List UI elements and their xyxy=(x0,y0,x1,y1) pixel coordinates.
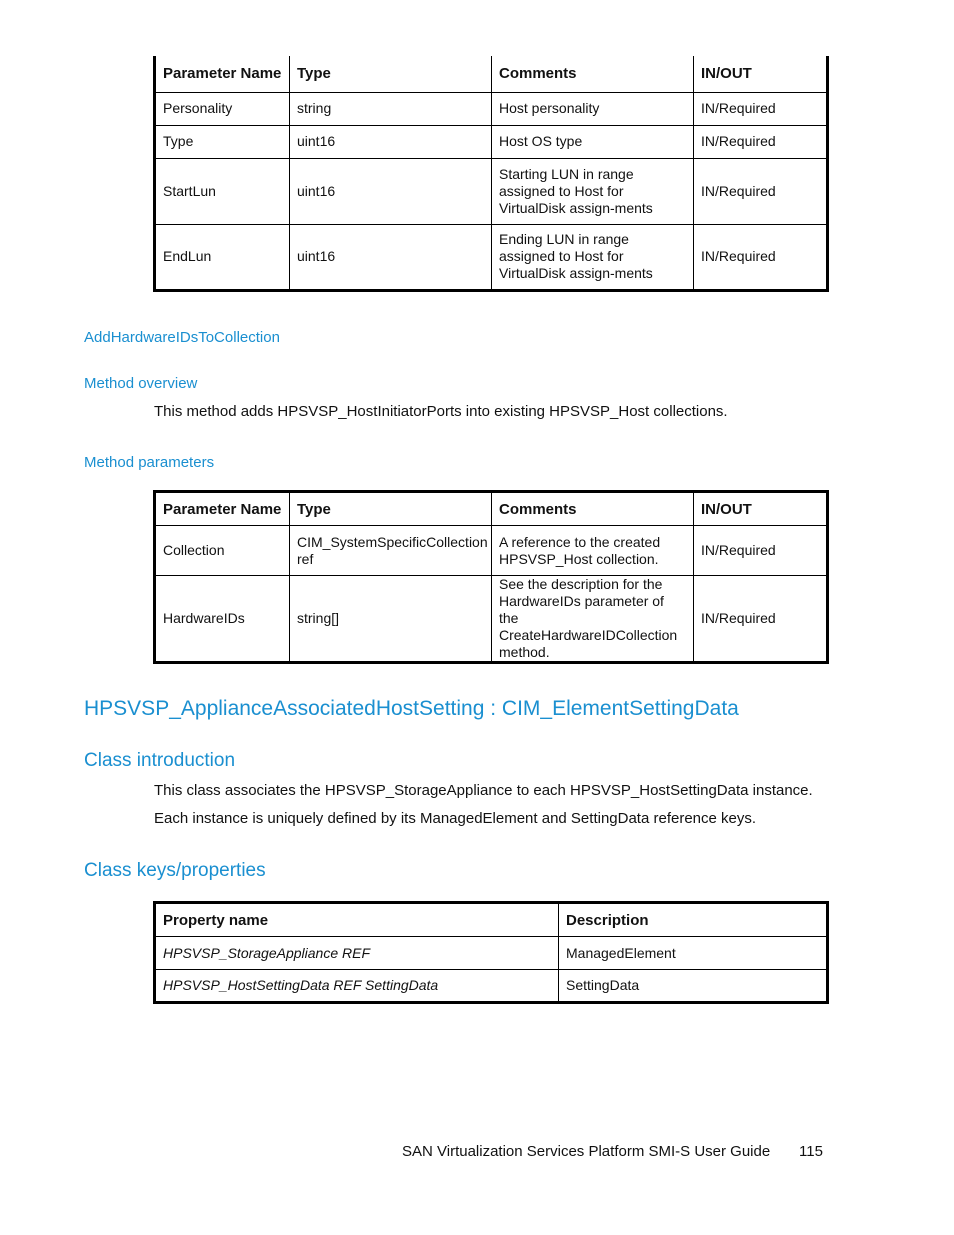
table-cell: Ending LUN in range assigned to Host for VirtualDisk assign-ments xyxy=(492,224,694,290)
host-parameters-table xyxy=(153,56,829,292)
column-header: Type xyxy=(290,56,492,92)
column-header: Property name xyxy=(155,903,559,937)
table-cell: IN/Required xyxy=(694,125,828,158)
table-cell: string xyxy=(290,92,492,125)
table-row xyxy=(155,970,828,1003)
table-cell: Collection xyxy=(155,526,290,576)
table-row xyxy=(155,224,828,290)
table-cell: IN/Required xyxy=(694,224,828,290)
column-header: IN/OUT xyxy=(694,492,828,526)
table-cell: A reference to the created HPSVSP_Host collection. xyxy=(492,526,694,576)
table-row xyxy=(155,576,828,663)
class-intro-text-2: Each instance is uniquely defined by its ManagedElement and SettingData reference keys. xyxy=(154,810,757,827)
table-cell: IN/Required xyxy=(694,526,828,576)
table-row xyxy=(155,92,828,125)
table-cell: See the description for the HardwareIDs parameter of the CreateHardwareIDCollection method. xyxy=(492,576,694,663)
table-cell: EndLun xyxy=(155,224,290,290)
table-cell: SettingData xyxy=(559,970,828,1003)
column-header: Type xyxy=(290,492,492,526)
class-introduction-heading: Class introduction xyxy=(84,750,236,771)
method-overview-heading: Method overview xyxy=(84,375,198,392)
method-heading: AddHardwareIDsToCollection xyxy=(84,329,280,346)
column-header: Parameter Name xyxy=(155,492,290,526)
column-header: Comments xyxy=(492,56,694,92)
class-intro-text-1: This class associates the HPSVSP_StorageAppliance to each HPSVSP_HostSettingData instance. xyxy=(154,782,813,799)
table-cell: Host personality xyxy=(492,92,694,125)
table-cell: Starting LUN in range assigned to Host for VirtualDisk assign-ments xyxy=(492,158,694,224)
table-header-row xyxy=(155,56,828,92)
table-cell: string[] xyxy=(290,576,492,663)
column-header: Parameter Name xyxy=(155,56,290,92)
method-parameters-heading: Method parameters xyxy=(84,454,215,471)
class-title: HPSVSP_ApplianceAssociatedHostSetting : CIM_ElementSettingData xyxy=(84,697,739,720)
table-cell: Personality xyxy=(155,92,290,125)
table-cell: IN/Required xyxy=(694,92,828,125)
class-properties-table xyxy=(153,901,829,1004)
table-cell: uint16 xyxy=(290,158,492,224)
class-keys-heading: Class keys/properties xyxy=(84,860,266,881)
table-row xyxy=(155,937,828,970)
method-parameters-table xyxy=(153,490,829,664)
table-row xyxy=(155,158,828,224)
footer-document-title: SAN Virtualization Services Platform SMI-S User Guide xyxy=(402,1143,771,1160)
table-header-row xyxy=(155,492,828,526)
table-cell: Type xyxy=(155,125,290,158)
page-number: 115 xyxy=(799,1143,823,1160)
table-row xyxy=(155,526,828,576)
table-cell: IN/Required xyxy=(694,158,828,224)
table-cell: IN/Required xyxy=(694,576,828,663)
table-cell: HPSVSP_HostSettingData REF SettingData xyxy=(155,970,559,1003)
column-header: Description xyxy=(559,903,828,937)
table-cell: uint16 xyxy=(290,125,492,158)
column-header: IN/OUT xyxy=(694,56,828,92)
table-cell: HardwareIDs xyxy=(155,576,290,663)
method-overview-text: This method adds HPSVSP_HostInitiatorPorts into existing HPSVSP_Host collections. xyxy=(154,403,728,420)
table-cell: CIM_SystemSpecificCollection ref xyxy=(290,526,492,576)
table-header-row xyxy=(155,903,828,937)
table-cell: Host OS type xyxy=(492,125,694,158)
table-cell: uint16 xyxy=(290,224,492,290)
table-cell: ManagedElement xyxy=(559,937,828,970)
table-cell: StartLun xyxy=(155,158,290,224)
column-header: Comments xyxy=(492,492,694,526)
table-cell: HPSVSP_StorageAppliance REF xyxy=(155,937,559,970)
table-row xyxy=(155,125,828,158)
